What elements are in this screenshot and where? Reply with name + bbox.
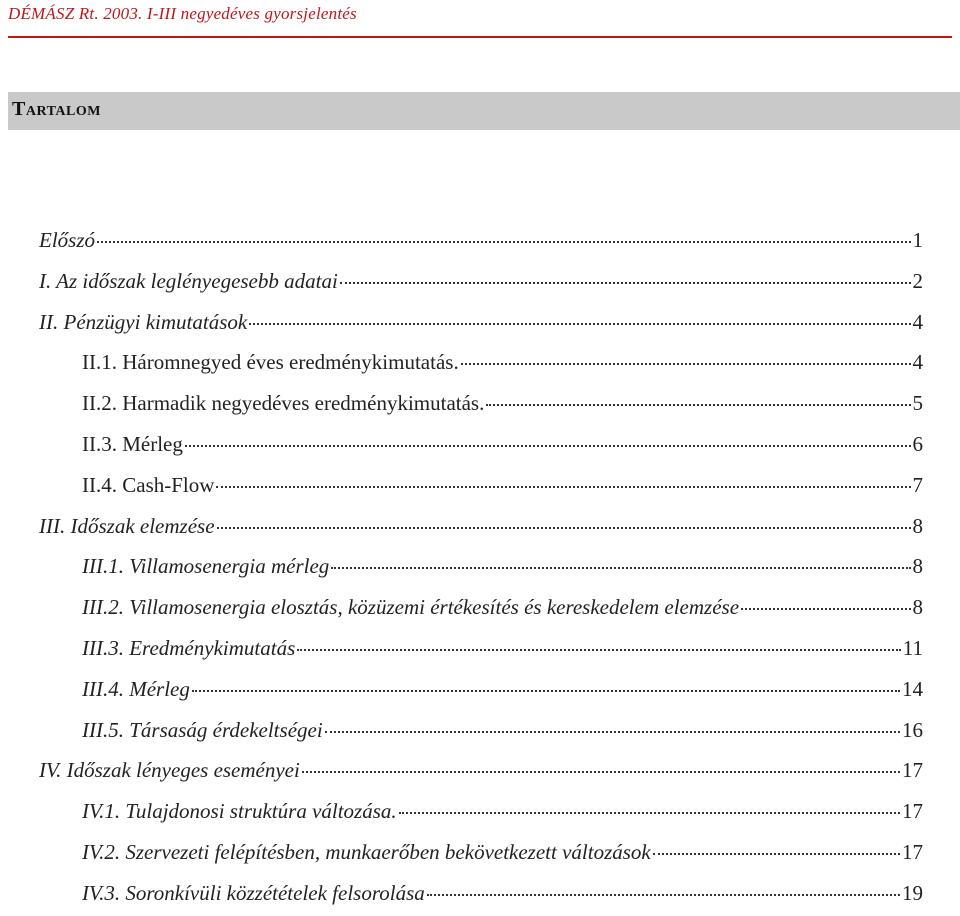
toc-page-number: 1 bbox=[912, 228, 923, 252]
section-heading-band bbox=[8, 92, 960, 130]
toc-entry-section-3-3[interactable] bbox=[0, 630, 960, 671]
toc-entry-label: IV. Időszak lényeges eseményei bbox=[39, 758, 300, 783]
toc-entry-label: II.2. Harmadik negyedéves eredménykimutatás. bbox=[82, 391, 485, 416]
toc-page-number: 4 bbox=[912, 309, 923, 334]
toc-entry-label: III.2. Villamosenergia elosztás, közüzemi értékesítés és kereskedelem elemzése bbox=[82, 595, 740, 620]
toc-entry-elozso[interactable] bbox=[0, 222, 960, 263]
table-of-contents bbox=[0, 222, 960, 916]
dot-leader bbox=[331, 567, 910, 569]
toc-entry-section-4-1[interactable] bbox=[0, 793, 960, 834]
header-divider bbox=[8, 36, 952, 38]
toc-entry-label: III.5. Társaság érdekeltségei bbox=[82, 717, 323, 742]
toc-page-number: 14 bbox=[902, 676, 923, 701]
toc-page-number: 17 bbox=[902, 799, 923, 824]
toc-entry-label: II.1. Háromnegyed éves eredménykimutatás. bbox=[82, 350, 459, 375]
toc-page-number: 4 bbox=[912, 350, 923, 375]
dot-leader bbox=[217, 527, 911, 529]
dot-leader bbox=[302, 771, 900, 773]
dot-leader bbox=[486, 404, 910, 406]
running-header: DÉMÁSZ Rt. 2003. I-III negyedéves gyorsjelentés bbox=[8, 4, 357, 23]
toc-entry-label: III. Időszak elemzése bbox=[39, 513, 215, 538]
toc-page-number: 2 bbox=[912, 268, 923, 293]
dot-leader bbox=[249, 323, 910, 325]
dot-leader bbox=[340, 282, 911, 284]
toc-page-number: 6 bbox=[912, 431, 923, 456]
dot-leader bbox=[216, 486, 910, 488]
toc-entry-section-4-2[interactable] bbox=[0, 834, 960, 875]
toc-page-number: 11 bbox=[902, 635, 923, 660]
toc-page-number: 16 bbox=[902, 717, 923, 742]
dot-leader bbox=[297, 649, 901, 651]
dot-leader bbox=[97, 241, 910, 243]
dot-leader bbox=[399, 812, 900, 814]
toc-entry-chapter-4[interactable] bbox=[0, 752, 960, 793]
section-title: Tartalom bbox=[12, 98, 101, 120]
toc-page-number: 8 bbox=[912, 513, 923, 538]
dot-leader bbox=[325, 731, 900, 733]
toc-entry-label: IV.3. Soronkívüli közzétételek felsorolása bbox=[82, 880, 425, 905]
toc-entry-section-2-3[interactable] bbox=[0, 426, 960, 467]
dot-leader bbox=[192, 690, 900, 692]
toc-entry-label: II.4. Cash-Flow bbox=[82, 472, 215, 497]
toc-entry-section-2-1[interactable] bbox=[0, 344, 960, 385]
toc-entry-section-3-5[interactable] bbox=[0, 712, 960, 753]
toc-page-number: 17 bbox=[902, 839, 923, 864]
toc-entry-label: I. Az időszak leglényegesebb adatai bbox=[39, 268, 338, 293]
toc-entry-label: Előszó bbox=[39, 228, 96, 252]
toc-entry-label: III.1. Villamosenergia mérleg bbox=[82, 554, 330, 579]
toc-entry-section-3-1[interactable] bbox=[0, 548, 960, 589]
toc-page-number: 5 bbox=[912, 391, 923, 416]
toc-page-number: 19 bbox=[902, 880, 923, 905]
toc-entry-label: II.3. Mérleg bbox=[82, 431, 183, 456]
dot-leader bbox=[427, 894, 900, 896]
dot-leader bbox=[741, 608, 910, 610]
toc-entry-section-2-2[interactable] bbox=[0, 385, 960, 426]
toc-page-number: 8 bbox=[912, 595, 923, 620]
toc-entry-label: IV.1. Tulajdonosi struktúra változása. bbox=[82, 799, 397, 824]
toc-entry-chapter-2[interactable] bbox=[0, 304, 960, 345]
dot-leader bbox=[653, 853, 900, 855]
toc-entry-chapter-3[interactable] bbox=[0, 508, 960, 549]
toc-page-number: 8 bbox=[912, 554, 923, 579]
toc-entry-section-4-3[interactable] bbox=[0, 875, 960, 916]
toc-entry-section-3-2[interactable] bbox=[0, 589, 960, 630]
toc-page-number: 7 bbox=[912, 472, 923, 497]
dot-leader bbox=[461, 363, 911, 365]
toc-page-number: 17 bbox=[902, 758, 923, 783]
toc-entry-section-2-4[interactable] bbox=[0, 467, 960, 508]
toc-entry-chapter-1[interactable] bbox=[0, 263, 960, 304]
toc-entry-label: III.4. Mérleg bbox=[82, 676, 190, 701]
dot-leader bbox=[185, 445, 911, 447]
toc-entry-label: IV.2. Szervezeti felépítésben, munkaerőben bekövetkezett változások bbox=[82, 839, 651, 864]
toc-entry-label: III.3. Eredménykimutatás bbox=[82, 635, 296, 660]
toc-entry-section-3-4[interactable] bbox=[0, 671, 960, 712]
toc-entry-label: II. Pénzügyi kimutatások bbox=[39, 309, 248, 334]
